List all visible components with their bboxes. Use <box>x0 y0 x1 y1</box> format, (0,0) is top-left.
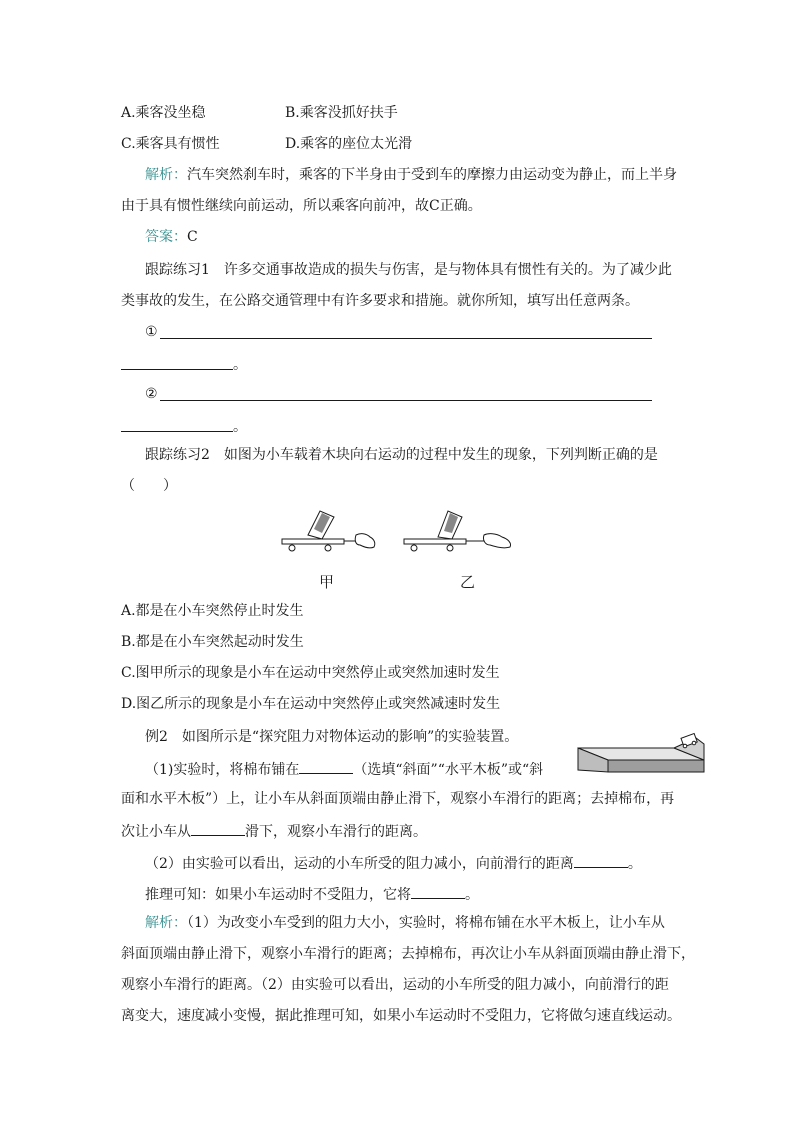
ex1-answer-line-2a[interactable] <box>160 400 652 401</box>
q1-analysis-line-2: 由于具有惯性继续向前运动，所以乘客向前冲，故C正确。 <box>121 198 482 214</box>
ex2-question-line-1: 跟踪练习2 如图为小车载着木块向右运动的过程中发生的现象，下列判断正确的是 <box>145 447 658 463</box>
ex2-option-b: B.都是在小车突然起动时发生 <box>121 634 304 650</box>
ex3-blank-2[interactable] <box>191 820 245 836</box>
q1-answer <box>145 227 198 247</box>
ex3-part1-text-d: 次让小车从 <box>121 824 191 840</box>
ex3-part1-text-a: （1)实验时，将棉布铺在 <box>145 762 300 778</box>
answer-value: C <box>187 229 198 245</box>
ex3-part1-text-b: （选填“斜面”“水平木板”或“斜 <box>353 762 544 778</box>
ex3-part1-line-3 <box>121 820 427 842</box>
ex1-blank-2-marker: ② <box>145 386 158 402</box>
ex3-part1-line-1 <box>145 758 543 780</box>
ex1-answer-line-1a[interactable] <box>160 338 652 339</box>
ex3-title: 例2 如图所示是“探究阻力对物体运动的影响”的实验装置。 <box>145 729 519 745</box>
ex3-part1-line-2: 面和水平木板”）上，让小车从斜面顶端由静止滑下，观察小车滑行的距离；去掉棉布，再 <box>121 791 675 807</box>
ex1-question-line-2: 类事故的发生，在公路交通管理中有许多要求和措施。就你所知，填写出任意两条。 <box>121 293 639 309</box>
ex3-part2-line <box>145 852 642 874</box>
cart-figure-jia <box>278 505 378 557</box>
q1-option-d: D.乘客的座位太光滑 <box>285 136 413 152</box>
q1-option-a: A.乘客没坐稳 <box>121 105 206 121</box>
figure-caption-yi: 乙 <box>460 573 476 591</box>
ex3-blank-1[interactable] <box>299 758 353 774</box>
analysis-label: 解析： <box>145 167 187 183</box>
ex3-analysis-line-1 <box>145 913 665 933</box>
ex3-analysis-text-1: （1）为改变小车受到的阻力大小，实验时，将棉布铺在水平木板上，让小车从 <box>187 915 665 931</box>
q1-option-b: B.乘客没抓好扶手 <box>285 105 398 121</box>
ex3-blank-3[interactable] <box>574 852 628 868</box>
ex3-part2-text-a: （2）由实验可以看出，运动的小车所受的阻力减小，向前滑行的距离 <box>145 856 574 872</box>
incline-apparatus-figure <box>578 730 708 774</box>
q1-analysis-line-1 <box>145 165 677 185</box>
ex3-part2-text-b: 。 <box>627 856 642 872</box>
ex1-blank-1-end: 。 <box>233 357 247 373</box>
ex3-inference-end: 。 <box>465 887 479 903</box>
ex2-option-d: D.图乙所示的现象是小车在运动中突然停止或突然减速时发生 <box>121 696 501 712</box>
ex1-question-line-1: 跟踪练习1 许多交通事故造成的损失与伤害，是与物体具有惯性有关的。为了减少此 <box>145 262 672 278</box>
cart-figure-yi <box>400 505 520 557</box>
ex3-inference-line <box>145 883 479 905</box>
q1-option-c: C.乘客具有惯性 <box>121 136 220 152</box>
figure-caption-jia: 甲 <box>319 573 335 591</box>
ex1-blank-2-end: 。 <box>233 419 247 435</box>
ex3-blank-4[interactable] <box>411 883 465 899</box>
ex3-analysis-label: 解析： <box>145 915 187 931</box>
ex2-option-a: A.都是在小车突然停止时发生 <box>121 603 304 619</box>
ex2-option-c: C.图甲所示的现象是小车在运动中突然停止或突然加速时发生 <box>121 665 500 681</box>
ex1-answer-line-1b[interactable] <box>121 369 233 370</box>
ex2-question-line-2: （ ） <box>121 478 177 494</box>
ex3-analysis-line-4: 离变大，速度减小变慢，据此推理可知，如果小车运动时不受阻力，它将做匀速直线运动。 <box>121 1008 681 1024</box>
ex1-blank-1-marker: ① <box>145 324 158 340</box>
answer-label: 答案： <box>145 229 187 245</box>
ex3-analysis-line-2: 斜面顶端由静止滑下，观察小车滑行的距离；去掉棉布，再次让小车从斜面顶端由静止滑下， <box>121 946 695 962</box>
ex3-analysis-line-3: 观察小车滑行的距离。（2）由实验可以看出，运动的小车所受的阻力减小，向前滑行的距 <box>121 977 669 993</box>
ex3-part1-text-e: 滑下，观察小车滑行的距离。 <box>245 824 427 840</box>
ex1-answer-line-2b[interactable] <box>121 431 233 432</box>
analysis-text: 汽车突然刹车时，乘客的下半身由于受到车的摩擦力由运动变为静止，而上半身 <box>187 167 677 183</box>
ex3-inference-text: 推理可知：如果小车运动时不受阻力，它将 <box>145 887 411 903</box>
